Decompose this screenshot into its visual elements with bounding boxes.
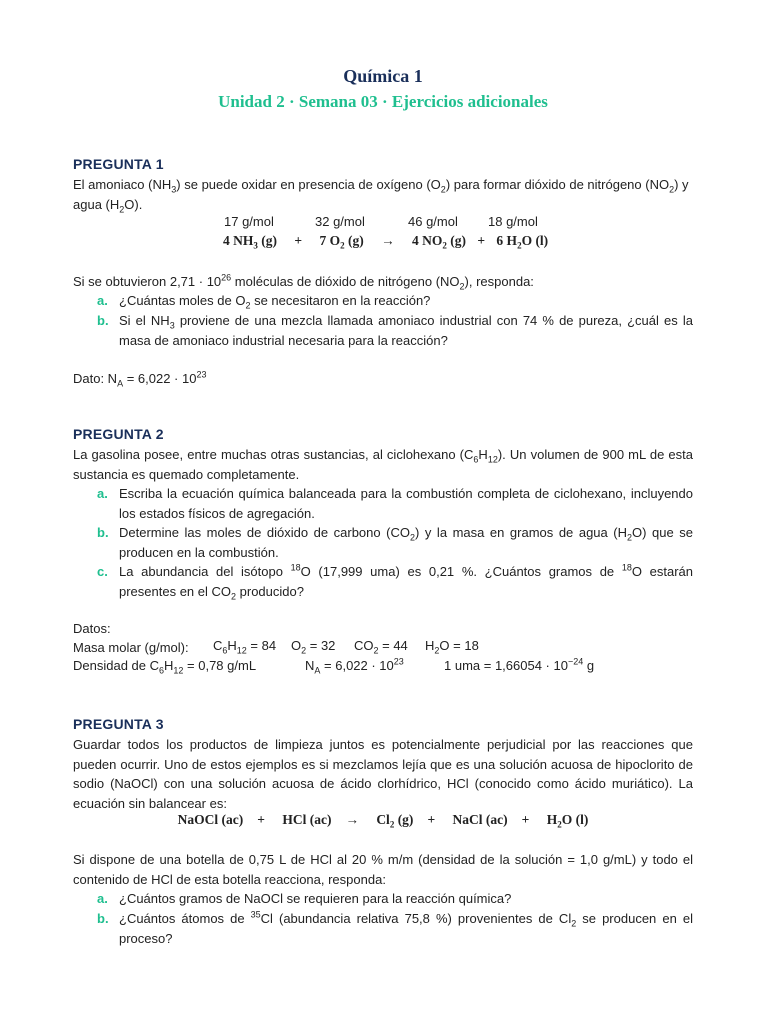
- molar-mass-label: Masa molar (g/mol):: [73, 640, 189, 655]
- question-1-item-b: b. Si el $NH_3$ proviene de una mezcla llamada amoniaco industrial con 74 % de pureza, ¿cuál es la masa de amoniaco industrial necesaria para la reacción?: [97, 313, 693, 348]
- molar-mass-no2: 46 g/mol: [408, 214, 458, 229]
- question-2-item-a: a. Escriba la ecuación química balanceada para la combustión completa de ciclohexano, incluyendo los estados físicos de agregación.: [97, 486, 693, 521]
- reaction-equation-3: NaOCl (ac) + HCl $(ac) \to Cl_2$ (g) + NaCl $(ac) + H_2O$ (l): [177, 812, 589, 830]
- question-1-dato: Dato: $N_A = 6,022 \cdot 10^{23}$: [73, 369, 207, 389]
- question-2-heading: PREGUNTA 2: [73, 426, 164, 442]
- question-1-heading: PREGUNTA 1: [73, 156, 164, 172]
- question-3-given: Si dispone de una botella de 0,75 L de HCl al 20 % m/m (densidad de la solución = 1,0 g/mL) y todo el contenido de HCl de esta botella reacciona, responda:: [73, 852, 693, 887]
- question-3-item-b: b. ¿Cuántos átomos de $^{35}$Cl (abundancia relativa 75,8 %) provenientes de $Cl_2$ se producen en el proceso?: [97, 909, 693, 946]
- molar-mass-o2: 32 g/mol: [315, 214, 365, 229]
- question-2-datos-label: Datos:: [73, 621, 111, 636]
- molar-mass-nh3: 17 g/mol: [224, 214, 274, 229]
- molar-mass-h2o-data: $H_2O = 18$: [425, 638, 479, 656]
- molar-mass-c6h12: $C_6H_{12} = 84$: [213, 638, 277, 656]
- arrow-icon: →: [345, 812, 359, 827]
- unit-subtitle: Unidad 2 · Semana 03 · Ejercicios adicionales: [218, 92, 548, 111]
- arrow-icon: →: [381, 233, 395, 248]
- uma-conversion: 1 uma = $1,66054 \cdot 10^{-24}$ g: [444, 656, 595, 673]
- question-1-intro: El amoniaco $(NH_3)$ se puede oxidar en presencia de oxígeno $(O_2)$ para formar dióxido de nitrógeno $(NO_2)$ y agua $(H_2O)$.: [73, 177, 689, 215]
- molar-mass-co2-data: $CO_2 = 44$: [354, 638, 408, 656]
- question-1-given: Si se obtuvieron $2,71 \cdot 10^{26}$ moléculas de dióxido de nitrógeno $(NO_2)$, responda:: [73, 272, 534, 292]
- question-3-intro: Guardar todos los productos de limpieza juntos es potencialmente perjudicial por las reacciones que pueden ocurrir. Uno de estos ejemplos es si mezclamos lejía que es una solución acuosa de hipoclorito de sodio (NaOCl) con una solución acuosa de ácido clorhídrico, HCl (conocido como ácido muriático). La ecuación sin balancear es:: [73, 737, 693, 811]
- reaction-equation-1: 4 $NH_3$ (g) + 7 $O_2$ (g) → 4 $NO_2$ (g) + 6 $H_2O$ (l): [223, 233, 549, 251]
- course-title: Química 1: [343, 66, 423, 86]
- molar-mass-h2o: 18 g/mol: [488, 214, 538, 229]
- question-3-heading: PREGUNTA 3: [73, 716, 164, 732]
- question-2-item-b: b. Determine las moles de dióxido de carbono $(CO_2)$ y la masa en gramos de agua $(H_2O)$ que se producen en la combustión.: [97, 525, 693, 560]
- density-c6h12: Densidad de $C_6H_{12} = 0,78$ g/mL: [73, 658, 257, 676]
- question-3-item-a: a. ¿Cuántos gramos de NaOCl se requieren para la reacción química?: [97, 891, 512, 906]
- molar-mass-o2-data: $O_2 = 32$: [291, 638, 336, 656]
- question-1-item-a: a. ¿Cuántas moles de $O_2$ se necesitaron en la reacción?: [97, 293, 431, 311]
- question-2-item-c: c. La abundancia del isótopo $^{18}$O (17,999 uma) es 0,21 %. ¿Cuántos gramos de $^{18}$O estarán presentes en el $CO_2$ producido?: [97, 562, 693, 602]
- question-2-intro: La gasolina posee, entre muchas otras sustancias, al ciclohexano $(C_6H_{12})$. Un volumen de 900 mL de esta sustancia es quemado completamente.: [73, 447, 693, 482]
- avogadro-constant: $N_A = 6,022 \cdot 10^{23}$: [305, 656, 404, 676]
